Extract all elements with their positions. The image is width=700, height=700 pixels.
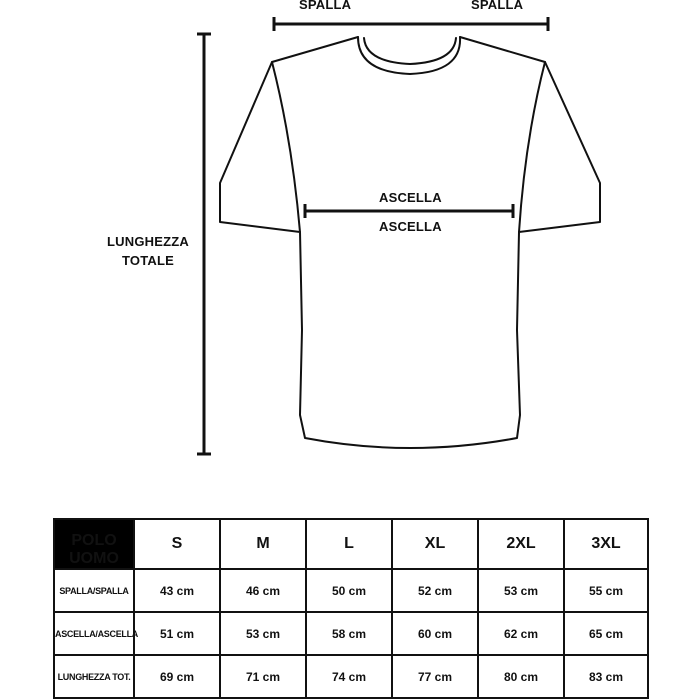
table-cell: 60 cm [392, 612, 478, 655]
table-cell: 50 cm [306, 569, 392, 612]
length-label-line1: LUNGHEZZA [107, 234, 189, 249]
table-cell: 58 cm [306, 612, 392, 655]
table-corner-label: POLO UOMO [54, 519, 134, 569]
row-label: ASCELLA/ASCELLA [54, 612, 134, 655]
table-header-row [54, 519, 648, 569]
size-header: M [220, 519, 306, 569]
row-label: SPALLA/SPALLA [54, 569, 134, 612]
size-header: 2XL [478, 519, 564, 569]
table-cell: 69 cm [134, 655, 220, 698]
table-cell: 77 cm [392, 655, 478, 698]
size-chart-table [53, 518, 649, 699]
table-cell: 52 cm [392, 569, 478, 612]
table-cell: 53 cm [478, 569, 564, 612]
length-measure-line [197, 34, 211, 454]
size-header: S [134, 519, 220, 569]
table-cell: 55 cm [564, 569, 648, 612]
armpit-measure-line [305, 204, 513, 218]
t-shirt-outline-icon [220, 37, 600, 448]
table-cell: 71 cm [220, 655, 306, 698]
armpit-label-top: ASCELLA [379, 190, 442, 205]
size-header: XL [392, 519, 478, 569]
table-cell: 46 cm [220, 569, 306, 612]
shoulder-measure-line [274, 17, 548, 31]
table-row [54, 569, 648, 612]
table-row [54, 655, 648, 698]
shoulder-label-left: SPALLA [299, 0, 352, 12]
table-cell: 65 cm [564, 612, 648, 655]
table-cell: 80 cm [478, 655, 564, 698]
table-cell: 51 cm [134, 612, 220, 655]
shoulder-label-right: SPALLA [471, 0, 524, 12]
table-cell: 53 cm [220, 612, 306, 655]
armpit-label-bottom: ASCELLA [379, 219, 442, 234]
table-cell: 74 cm [306, 655, 392, 698]
length-label-line2: TOTALE [122, 253, 174, 268]
size-header: 3XL [564, 519, 648, 569]
table-cell: 62 cm [478, 612, 564, 655]
table-cell: 83 cm [564, 655, 648, 698]
size-header: L [306, 519, 392, 569]
table-cell: 43 cm [134, 569, 220, 612]
row-label: LUNGHEZZA TOT. [54, 655, 134, 698]
table-row [54, 612, 648, 655]
